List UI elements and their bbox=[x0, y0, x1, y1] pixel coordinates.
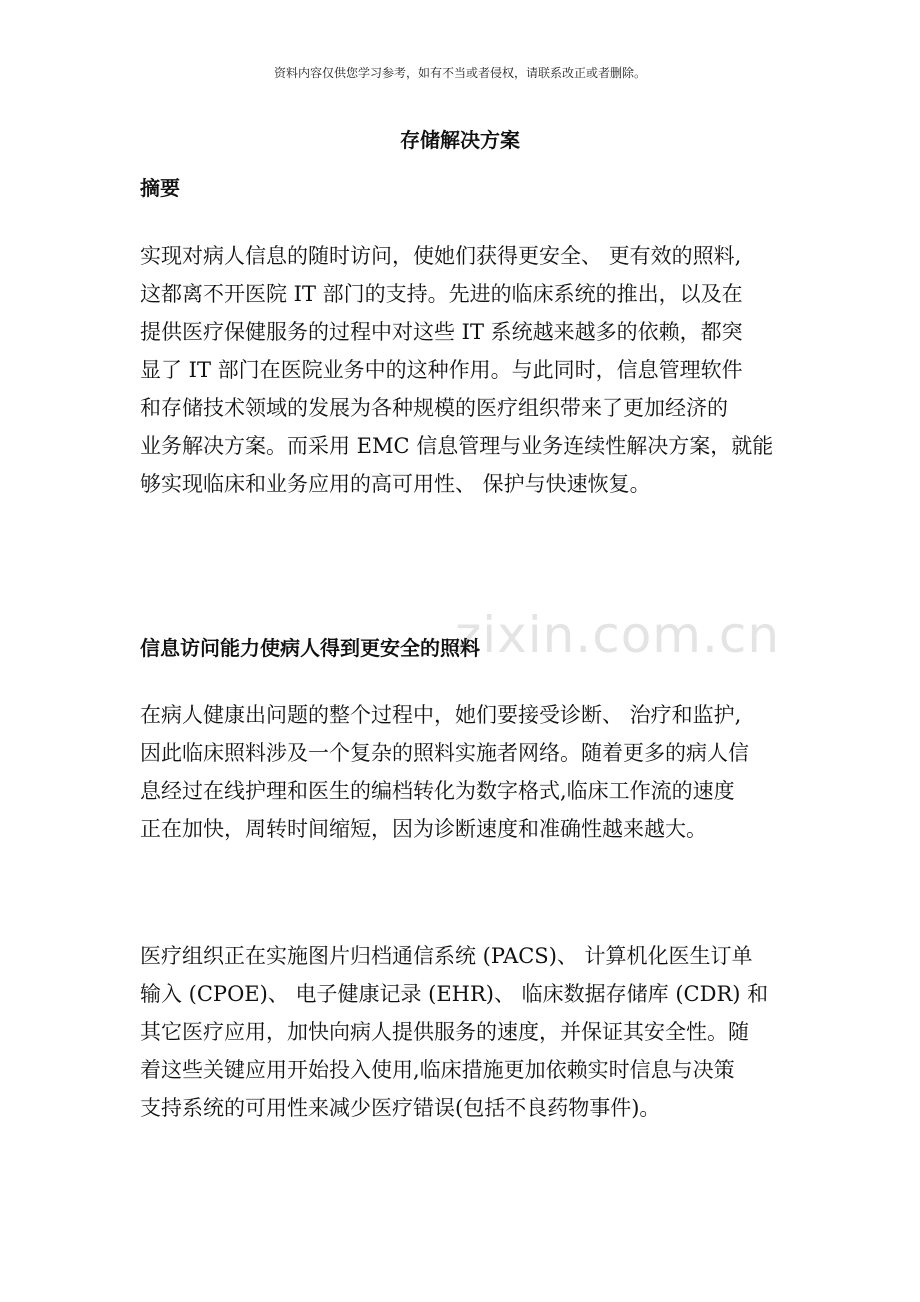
paragraph bbox=[140, 696, 800, 848]
watermark: zixin.com.cn bbox=[455, 606, 781, 664]
paragraph-line: 输入 (CPOE)、 电子健康记录 (EHR)、 临床数据存储库 (CDR) 和 bbox=[140, 982, 769, 1006]
paragraph-line: 显了 IT 部门在医院业务中的这种作用。与此同时，信息管理软件 bbox=[140, 358, 743, 382]
paragraph-line: 医疗组织正在实施图片归档通信系统 (PACS)、 计算机化医生订单 bbox=[140, 944, 753, 968]
paragraph-line: 业务解决方案。而采用 EMC 信息管理与业务连续性解决方案，就能 bbox=[140, 434, 774, 458]
disclaimer-header: 资料内容仅供您学习参考，如有不当或者侵权，请联系改正或者删除。 bbox=[273, 66, 646, 80]
paragraph-line: 够实现临床和业务应用的高可用性、 保护与快速恢复。 bbox=[140, 472, 651, 496]
paragraph-line: 因此临床照料涉及一个复杂的照料实施者网络。随着更多的病人信 bbox=[140, 741, 749, 765]
paragraph-line: 着这些关键应用开始投入使用,临床措施更加依赖实时信息与决策 bbox=[140, 1058, 735, 1082]
paragraph-line: 支持系统的可用性来减少医疗错误(包括不良药物事件)。 bbox=[140, 1096, 661, 1120]
document-title: 存储解决方案 bbox=[400, 128, 520, 152]
paragraph-line: 正在加快，周转时间缩短，因为诊断速度和准确性越来越大。 bbox=[140, 817, 707, 841]
paragraph bbox=[140, 937, 800, 1127]
paragraph-line: 和存储技术领域的发展为各种规模的医疗组织带来了更加经济的 bbox=[140, 396, 728, 420]
section-heading-info-access: 信息访问能力使病人得到更安全的照料 bbox=[140, 636, 480, 660]
paragraph-line: 实现对病人信息的随时访问，使她们获得更安全、 更有效的照料, bbox=[140, 244, 742, 268]
paragraph-line: 这都离不开医院 IT 部门的支持。先进的临床系统的推出，以及在 bbox=[140, 282, 743, 306]
paragraph-line: 提供医疗保健服务的过程中对这些 IT 系统越来越多的依赖，都突 bbox=[140, 320, 743, 344]
paragraph-line: 在病人健康出问题的整个过程中，她们要接受诊断、 治疗和监护, bbox=[140, 703, 742, 727]
paragraph-line: 息经过在线护理和医生的编档转化为数字格式,临床工作流的速度 bbox=[140, 779, 735, 803]
paragraph bbox=[140, 237, 800, 503]
section-heading-abstract: 摘要 bbox=[140, 176, 180, 200]
paragraph-line: 其它医疗应用，加快向病人提供服务的速度，并保证其安全性。随 bbox=[140, 1020, 749, 1044]
